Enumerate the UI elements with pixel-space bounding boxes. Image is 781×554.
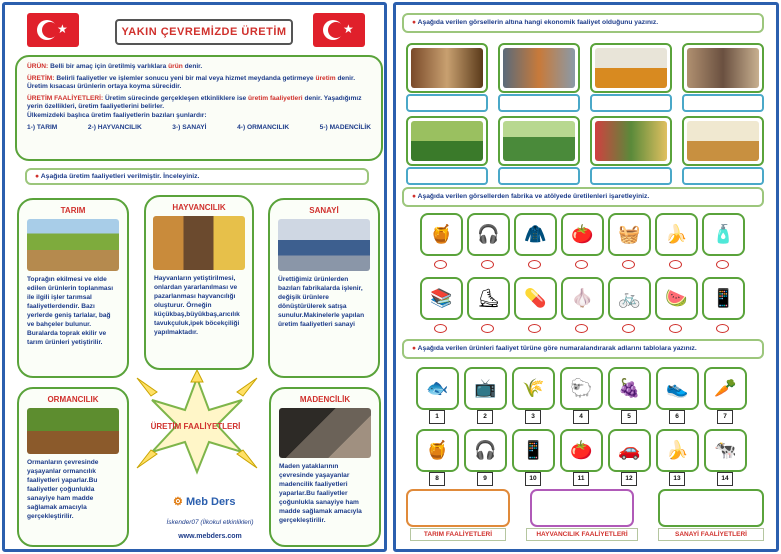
instruction-bar — [25, 168, 369, 185]
sheep-image: 🐑 — [560, 367, 603, 410]
tomato-image: 🍅 — [561, 213, 604, 256]
card-text: Hayvanların yetiştirilmesi, onlardan yararlanılması ve pazarlanması hayvancılığı oluşturur. Örneğin küçükbaş,büyükbaş,arıcılık tavukçuluk,ipek böcekçiliği yapılmaktadır. — [154, 275, 240, 336]
faal-list-intro: Ülkemizdeki başlıca üretim faaliyetlerin bazıları şunlardır: — [27, 111, 207, 119]
faal-word: üretim faaliyetleri — [248, 94, 303, 102]
faal-term: ÜRETİM FAALİYETLERİ: — [27, 94, 104, 102]
farm-field-image — [27, 219, 119, 271]
watermelon-image: 🍉 — [655, 277, 698, 320]
urun-word: ürün — [168, 63, 183, 70]
vegetables-image: 🥕 — [704, 367, 747, 410]
answer-box-1[interactable] — [406, 94, 488, 112]
wheat-image: 🌾 — [512, 367, 555, 410]
category-item: 3-) SANAYİ — [172, 123, 207, 131]
mebders-logo: ⚙ Meb Ders — [173, 496, 236, 508]
item-number: 1 — [429, 410, 445, 424]
category-item: 1-) TARIM — [27, 123, 58, 131]
books-image: 📚 — [420, 277, 463, 320]
activity-image-7 — [590, 116, 672, 166]
activity-image-5 — [406, 116, 488, 166]
activity-image-6 — [498, 116, 580, 166]
garlic-image: 🧄 — [561, 277, 604, 320]
item-number: 8 — [429, 472, 445, 486]
tomato-image: 🍅 — [560, 429, 603, 472]
table-hayvancilik-label: HAYVANCILIK FAALİYETLERİ — [526, 528, 638, 541]
instruction-text: Aşağıda üretim faaliyetleri verilmiştir. İnceleyiniz. — [40, 173, 200, 180]
turkish-flag-right: ★ — [313, 13, 365, 47]
mark-circle[interactable] — [575, 260, 588, 269]
banana-image: 🍌 — [655, 213, 698, 256]
card-text: Ürettiğimiz ürünlerden bazıları fabrikalarda işlenir, değişik ürünlere dönüştürülerek satışa sunulur.Makinelerle yapılan üretim faaliyetleri sanayi — [278, 276, 365, 328]
item-number: 12 — [621, 472, 637, 486]
earphones-image: 🎧 — [464, 429, 507, 472]
activity-image-1 — [406, 43, 488, 93]
card-ormancilik — [17, 387, 129, 547]
mark-circle[interactable] — [622, 324, 635, 333]
category-item: 4-) ORMANCILIK — [237, 123, 290, 131]
faal-end: denir. Yaşadığımız yerin özellikleri, üretim faaliyetlerini belirler. — [27, 94, 362, 111]
credit-text: İskender07 (İlkokul etkinlikleri) — [166, 519, 254, 526]
medicine-image: 💊 — [514, 277, 557, 320]
mining-image — [279, 408, 371, 458]
uretim-end: denir. Üretim kısacası ürünlerin ortaya koyma sürecidir. — [27, 74, 356, 91]
category-list — [27, 124, 371, 133]
left-page — [2, 2, 387, 552]
bullet-icon: ● — [35, 173, 40, 180]
card-sanayi — [268, 198, 380, 378]
mark-circle[interactable] — [716, 324, 729, 333]
bullet-icon: ● — [412, 193, 417, 200]
detergent-image: 🧴 — [702, 213, 745, 256]
uretim-term: ÜRETİM: — [27, 74, 55, 82]
answer-box-7[interactable] — [590, 167, 672, 185]
tablet-image: 📱 — [702, 277, 745, 320]
item-number: 10 — [525, 472, 541, 486]
question-1 — [402, 13, 764, 33]
mark-circle[interactable] — [669, 324, 682, 333]
banana-image: 🍌 — [656, 429, 699, 472]
cows-image: 🐄 — [704, 429, 747, 472]
urun-end: denir. — [184, 63, 203, 70]
card-madencilik — [269, 387, 381, 547]
sneaker-image: 👟 — [656, 367, 699, 410]
mark-circle[interactable] — [434, 260, 447, 269]
definitions-box — [15, 55, 383, 161]
question-2-text: Aşağıda verilen görsellerden fabrika ve atölyede üretilenleri işaretleyiniz. — [417, 193, 650, 200]
mark-circle[interactable] — [481, 324, 494, 333]
phone-image: 📱 — [512, 429, 555, 472]
item-number: 6 — [669, 410, 685, 424]
category-item: 2-) HAYVANCILIK — [87, 123, 142, 131]
table-sanayi-label: SANAYİ FAALİYETLERİ — [658, 528, 764, 541]
bullet-icon: ● — [412, 345, 417, 352]
item-number: 5 — [621, 410, 637, 424]
item-number: 14 — [717, 472, 733, 486]
card-title: TARIM — [60, 206, 86, 215]
item-number: 7 — [717, 410, 733, 424]
category-item: 5-) MADENCİLİK — [319, 123, 371, 131]
urun-def: Belli bir amaç için üretilmiş varlıklara — [50, 63, 167, 70]
towels-image: 🧺 — [608, 213, 651, 256]
card-title: HAYVANCILIK — [172, 203, 226, 212]
question-3-text: Aşağıda verilen ürünleri faaliyet türüne göre numaralandırarak adlarını tablolara yazınız. — [417, 345, 697, 352]
item-number: 2 — [477, 410, 493, 424]
logging-image — [27, 408, 119, 454]
mark-circle[interactable] — [528, 324, 541, 333]
faal-def: Üretim sürecinde gerçekleşen etkinliklere ise — [105, 94, 247, 102]
card-tarim — [17, 198, 129, 378]
rollerskate-image: ⛸ — [467, 277, 510, 320]
card-title: ORMANCILIK — [47, 395, 99, 404]
activity-image-8 — [682, 116, 764, 166]
bullet-icon: ● — [412, 19, 417, 26]
answer-box-5[interactable] — [406, 167, 488, 185]
mark-circle[interactable] — [716, 260, 729, 269]
card-hayvancilik — [144, 195, 254, 370]
right-page — [393, 2, 779, 552]
uretim-word: üretim — [315, 74, 336, 82]
livestock-collage-image — [153, 216, 245, 270]
mark-circle[interactable] — [575, 324, 588, 333]
mark-circle[interactable] — [528, 260, 541, 269]
answer-box-3[interactable] — [590, 94, 672, 112]
table-hayvancilik[interactable] — [530, 489, 634, 527]
table-tarim[interactable] — [406, 489, 510, 527]
mark-circle[interactable] — [622, 260, 635, 269]
grapes-image: 🍇 — [608, 367, 651, 410]
logo-text: Meb Ders — [185, 496, 236, 508]
answer-box-6[interactable] — [498, 167, 580, 185]
item-number: 13 — [669, 472, 685, 486]
item-number: 9 — [477, 472, 493, 486]
earphones-image: 🎧 — [467, 213, 510, 256]
site-url[interactable]: www.mebders.com — [178, 533, 242, 540]
card-title: SANAYİ — [309, 206, 339, 215]
item-number: 4 — [573, 410, 589, 424]
question-2 — [402, 187, 764, 207]
honey-image: 🍯 — [420, 213, 463, 256]
center-label: ÜRETİM FAALİYETLERİ — [150, 422, 241, 431]
page-title: YAKIN ÇEVREMİZDE ÜRETİM — [115, 19, 293, 45]
activity-image-2 — [498, 43, 580, 93]
table-sanayi[interactable] — [658, 489, 764, 527]
mark-circle[interactable] — [481, 260, 494, 269]
mark-circle[interactable] — [434, 324, 447, 333]
fish-image: 🐟 — [416, 367, 459, 410]
activity-image-4 — [682, 43, 764, 93]
answer-box-2[interactable] — [498, 94, 580, 112]
center-label-box — [144, 399, 247, 455]
mark-circle[interactable] — [669, 260, 682, 269]
card-text: Ormanların çevresinde yaşayanlar ormancılık faaliyetleri yaparlar.Bu faaliyetler çoğunlukla sanayiye ham madde sağlamak amacıyla gerçekleştirilir. — [27, 459, 99, 520]
card-text: Maden yataklarının çevresinde yaşayanlar madencilik faaliyetleri yaparlar.Bu faaliyetler çoğunlukla sanayiye ham madde sağlamak amacıyla gerçekleştirilir. — [279, 463, 362, 524]
question-1-text: Aşağıda verilen görsellerin altına hangi ekonomik faaliyet olduğunu yazınız. — [417, 19, 659, 26]
honey-image: 🍯 — [416, 429, 459, 472]
question-3 — [402, 339, 764, 359]
card-title: MADENCİLİK — [299, 395, 351, 404]
turkish-flag-left: ★ — [27, 13, 79, 47]
jacket-image: 🧥 — [514, 213, 557, 256]
table-tarim-label: TARIM FAALİYETLERİ — [410, 528, 506, 541]
activity-image-3 — [590, 43, 672, 93]
card-text: Toprağın ekilmesi ve elde edilen ürünlerin toplanması ile ilgili işler tarımsal faaliyetlerdendir. Bazı yerlerde geniş tarlalar, bağ ve bahçeler bulunur. Buralarda toprak ekilir ve tarım ürünleri yetiştirilir. — [27, 276, 114, 346]
answer-box-4[interactable] — [682, 94, 764, 112]
factory-workers-image — [278, 219, 370, 271]
urun-term: ÜRÜN: — [27, 63, 49, 70]
item-number: 3 — [525, 410, 541, 424]
car-image: 🚗 — [608, 429, 651, 472]
uretim-def: Belirli faaliyetler ve işlemler sonucu yeni bir mal veya hizmet meydanda getirmeye — [56, 74, 314, 82]
bicycle-image: 🚲 — [608, 277, 651, 320]
item-number: 11 — [573, 472, 589, 486]
answer-box-8[interactable] — [682, 167, 764, 185]
television-image: 📺 — [464, 367, 507, 410]
